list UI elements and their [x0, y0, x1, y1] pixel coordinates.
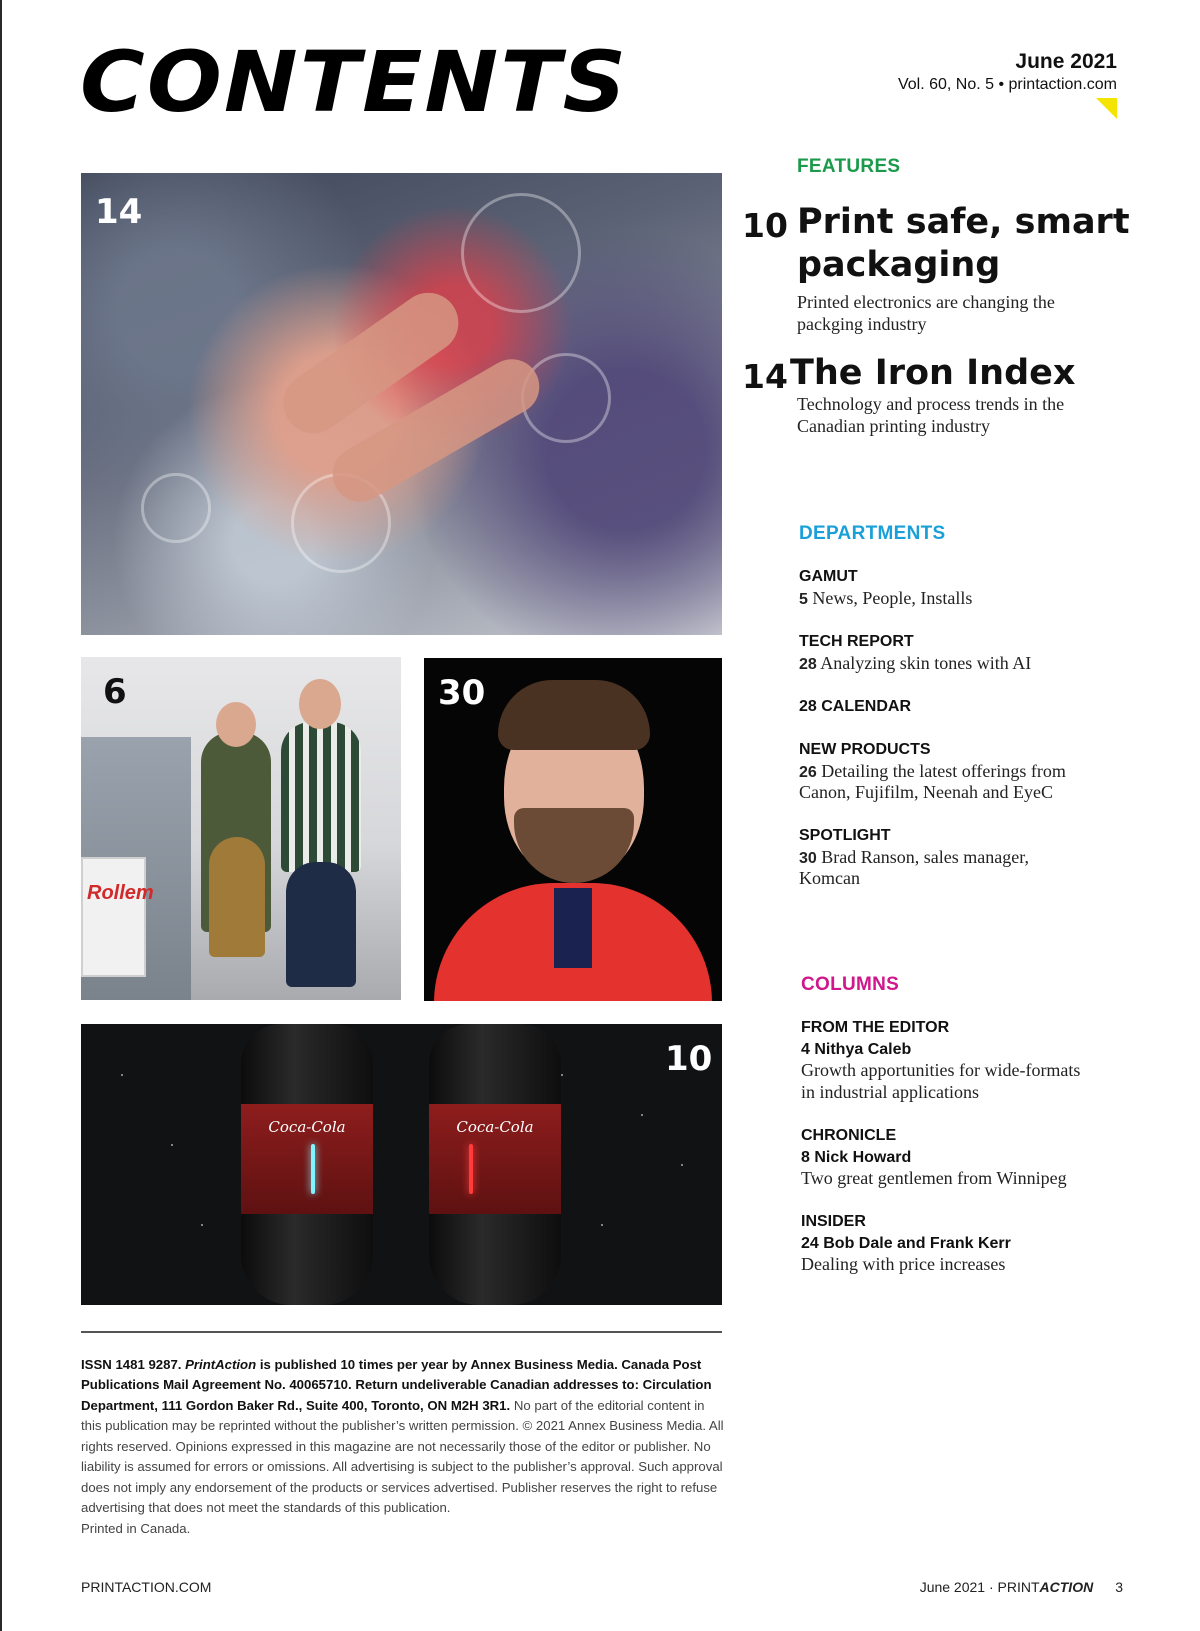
feature-title[interactable]	[797, 201, 1130, 286]
issue-info	[898, 50, 1117, 94]
gear-overlay	[141, 473, 211, 543]
feature-page-number: 10	[742, 206, 788, 245]
shirt-placket	[554, 888, 592, 968]
star	[681, 1164, 683, 1166]
department-name: 28 CALENDAR	[799, 698, 912, 715]
department-text: Brad Ranson, sales manager,	[816, 846, 1030, 867]
department-name: NEW PRODUCTS	[799, 741, 931, 758]
column-name: CHRONICLE	[801, 1127, 897, 1144]
department-item[interactable]	[799, 567, 1119, 609]
feature-desc-line: Canadian printing industry	[797, 415, 990, 436]
star	[561, 1074, 563, 1076]
bottle-label	[241, 1104, 373, 1214]
department-page: 28	[799, 655, 817, 673]
department-name: GAMUT	[799, 568, 858, 585]
department-page: 5	[799, 590, 808, 608]
photo-page-ref: 10	[665, 1039, 713, 1079]
photo-page-ref: 30	[438, 673, 486, 713]
gear-overlay	[461, 193, 581, 313]
legal-notice	[81, 1355, 726, 1539]
feature-desc-line: Printed electronics are changing the	[797, 292, 1055, 312]
bottle-label	[429, 1104, 561, 1214]
legal-publication-name: PrintAction	[185, 1357, 257, 1372]
issue-volume: Vol. 60, No. 5 • printaction.com	[897, 76, 1117, 93]
features-heading: FEATURES	[797, 156, 901, 177]
person-left-pants	[209, 837, 265, 957]
department-item[interactable]	[799, 697, 1119, 718]
department-line	[799, 588, 1119, 610]
footer-folio	[920, 1579, 1123, 1595]
department-text: News, People, Installs	[807, 587, 973, 608]
department-name: TECH REPORT	[799, 633, 914, 650]
hair	[498, 680, 650, 750]
star	[121, 1074, 123, 1076]
footer-date: June 2021 ·	[919, 1579, 998, 1595]
bottle-brand: Coca-Cola	[456, 1118, 534, 1136]
legal-issn: ISSN 1481 9287.	[81, 1357, 186, 1372]
feature-description	[797, 394, 1064, 437]
legal-mailing: is published 10 times per year by Annex Business Media. Canada Post Publications Mail Agreement No. 40065710. Return undeliverable Canadian addresses to: Circulation Department, 111 Gordon Baker Rd., Suite 400, Toronto, ON M2H 3R1.	[81, 1357, 712, 1413]
bottle-brand: Coca-Cola	[268, 1118, 346, 1136]
department-line	[799, 847, 1119, 869]
rollem-logo: Rollem	[87, 882, 154, 904]
department-item[interactable]	[799, 826, 1119, 890]
person-right-shirt	[281, 722, 361, 872]
column-byline: 4 Nithya Caleb	[801, 1040, 912, 1058]
star	[641, 1114, 643, 1116]
column-text: in industrial applications	[801, 1081, 979, 1102]
column-text: Dealing with price increases	[801, 1254, 1006, 1275]
department-item[interactable]	[799, 740, 1119, 804]
machine-box	[81, 857, 146, 977]
photo-gamut-two-men	[81, 657, 401, 1000]
lightsaber-blue	[311, 1144, 315, 1194]
footer-brand: PRINT	[997, 1579, 1040, 1595]
photo-page-ref: 14	[95, 192, 143, 232]
column-byline: 8 Nick Howard	[801, 1148, 912, 1166]
photo-page-ref: 6	[103, 672, 127, 712]
feature-desc-line: packging industry	[797, 313, 927, 334]
star	[201, 1224, 203, 1226]
column-name: FROM THE EDITOR	[801, 1019, 950, 1036]
department-text: Komcan	[799, 868, 860, 889]
footer-website[interactable]: PRINTACTION.COM	[81, 1579, 212, 1595]
bottle-right	[429, 1024, 561, 1305]
person-right-pants	[286, 862, 356, 987]
feature-title-line: packaging	[797, 244, 1001, 285]
column-name: INSIDER	[801, 1213, 866, 1230]
page-edge-rule	[0, 0, 2, 1631]
feature-title[interactable]	[790, 352, 1075, 395]
feature-description	[797, 292, 1055, 335]
feature-title-line: The Iron Index	[790, 353, 1076, 393]
photo-iron-index-hands	[81, 173, 722, 635]
lightsaber-red	[469, 1144, 473, 1194]
issue-date: June 2021	[1015, 50, 1117, 73]
yellow-corner-accent	[1096, 98, 1117, 119]
department-page: 26	[799, 763, 817, 781]
column-text: Growth apportunities for wide-formats	[801, 1060, 1081, 1081]
column-item[interactable]	[801, 1212, 1121, 1276]
department-name: SPOTLIGHT	[799, 827, 891, 844]
legal-printed-in: Printed in Canada.	[81, 1520, 191, 1536]
columns-heading: COLUMNS	[801, 974, 900, 995]
photo-packaging-bottles	[81, 1024, 722, 1305]
star	[171, 1144, 173, 1146]
person-left-head	[216, 702, 256, 747]
star	[601, 1224, 603, 1226]
column-item[interactable]	[801, 1126, 1121, 1190]
legal-divider	[81, 1331, 722, 1333]
bottle-left	[241, 1024, 373, 1305]
feature-page-number: 14	[742, 357, 788, 396]
person-right-head	[299, 679, 341, 729]
beard	[514, 808, 634, 883]
department-line	[799, 653, 1119, 675]
department-text: Canon, Fujifilm, Neenah and EyeC	[799, 782, 1053, 803]
page-title: CONTENTS	[80, 33, 629, 131]
department-text: Analyzing skin tones with AI	[816, 652, 1032, 673]
column-text: Two great gentlemen from Winnipeg	[801, 1168, 1067, 1189]
department-line	[799, 761, 1119, 783]
column-byline: 24 Bob Dale and Frank Kerr	[801, 1234, 1011, 1252]
footer-brand-bold: ACTION	[1039, 1579, 1094, 1595]
feature-title-line: Print safe, smart	[797, 202, 1130, 242]
photo-spotlight-portrait	[424, 658, 722, 1001]
department-text: Detailing the latest offerings from	[816, 760, 1066, 781]
department-item[interactable]	[799, 632, 1119, 674]
legal-rights: No part of the editorial content in this publication may be reprinted without the publisher’s written permission. © 2021 Annex Business Media. All rights reserved. Opinions expressed in this magazine are not necessarily those of the editor or publisher. No liability is assumed for errors or omissions. All advertising is subject to the publisher’s approval. Such approval does not imply any endorsement of the products or services advertised. Publisher reserves the right to refuse advertising that does not meet the standards of this publication.	[81, 1397, 724, 1516]
page-number: 3	[1115, 1579, 1123, 1595]
column-item[interactable]	[801, 1018, 1121, 1104]
department-page: 30	[799, 849, 817, 867]
feature-desc-line: Technology and process trends in the	[797, 394, 1065, 414]
departments-heading: DEPARTMENTS	[799, 523, 946, 544]
